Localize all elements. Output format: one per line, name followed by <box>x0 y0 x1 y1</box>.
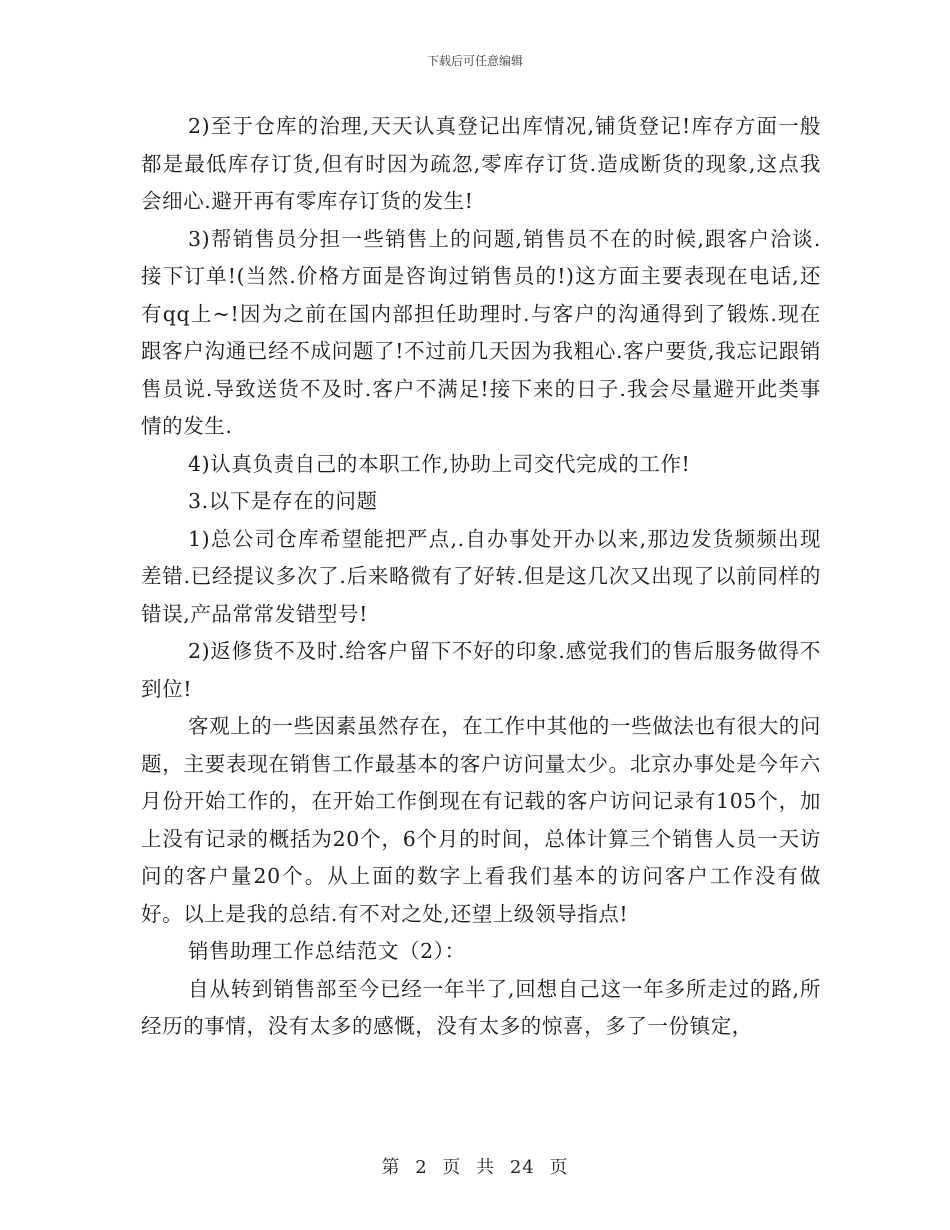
paragraph-problem-warehouse: 1)总公司仓库希望能把严点,.自办事处开办以来,那边发货频频出现差错.已经提议多次了.后来略微有了好转.但是这几次又出现了以前同样的错误,产品常常发错型号! <box>141 526 821 626</box>
page-number-middle-2: 共 <box>476 1157 496 1178</box>
page-number-suffix: 页 <box>549 1157 569 1178</box>
document-body <box>141 108 821 1046</box>
section-heading-sample-2: 销售助理工作总结范文（2）： <box>188 939 466 963</box>
paragraph-own-duties: 4)认真负责自己的本职工作,协助上司交代完成的工作! <box>188 451 691 476</box>
paragraph-assist-sales: 3)帮销售员分担一些销售上的问题,销售员不在的时候,跟客户洽谈.接下订单!(当然.价格方面是咨询过销售员的!)这方面主要表现在电话,还有qq上~!因为之前在国内部担任助理时.与客户的沟通得到了锻炼.现在跟客户沟通已经不成问题了!不过前几天因为我粗心.客户要货,我忘记跟销售员说.导致送货不及时.客户不满足!接下来的日子.我会尽量避开此类事情的发生. <box>141 226 821 438</box>
paragraph-since-transfer: 自从转到销售部至今已经一年半了,回想自己这一年多所走过的路,所经历的事情，没有太多的感慨，没有太多的惊喜，多了一份镇定， <box>141 976 821 1038</box>
paragraph-objective-factors: 客观上的一些因素虽然存在，在工作中其他的一些做法也有很大的问题，主要表现在销售工作最基本的客户访问量太少。北京办事处是今年六月份开始工作的，在开始工作倒现在有记载的客户访问记录有105个，加上没有记录的概括为20个，6个月的时间，总体计算三个销售人员一天访问的客户量20个。从上面的数字上看我们基本的访问客户工作没有做好。以上是我的总结.有不对之处,还望上级领导指点! <box>141 714 821 926</box>
page-number-middle-1: 页 <box>442 1157 462 1178</box>
page-header-note: 下载后可任意编辑 <box>426 54 523 68</box>
page-footer <box>0 1153 950 1179</box>
paragraph-warehouse-management: 2)至于仓库的治理,天天认真登记出库情况,铺货登记!库存方面一般都是最低库存订货,但有时因为疏忽,零库存订货.造成断货的现象,这点我会细心.避开再有零库存订货的发生! <box>141 114 821 213</box>
page-number-total: 24 <box>509 1157 535 1178</box>
page-number-current: 2 <box>415 1157 428 1178</box>
page-number-prefix: 第 <box>381 1157 401 1178</box>
section-heading-problems: 3.以下是存在的问题 <box>188 489 378 513</box>
paragraph-problem-repairs: 2)返修货不及时.给客户留下不好的印象.感觉我们的售后服务做得不到位! <box>141 639 821 701</box>
